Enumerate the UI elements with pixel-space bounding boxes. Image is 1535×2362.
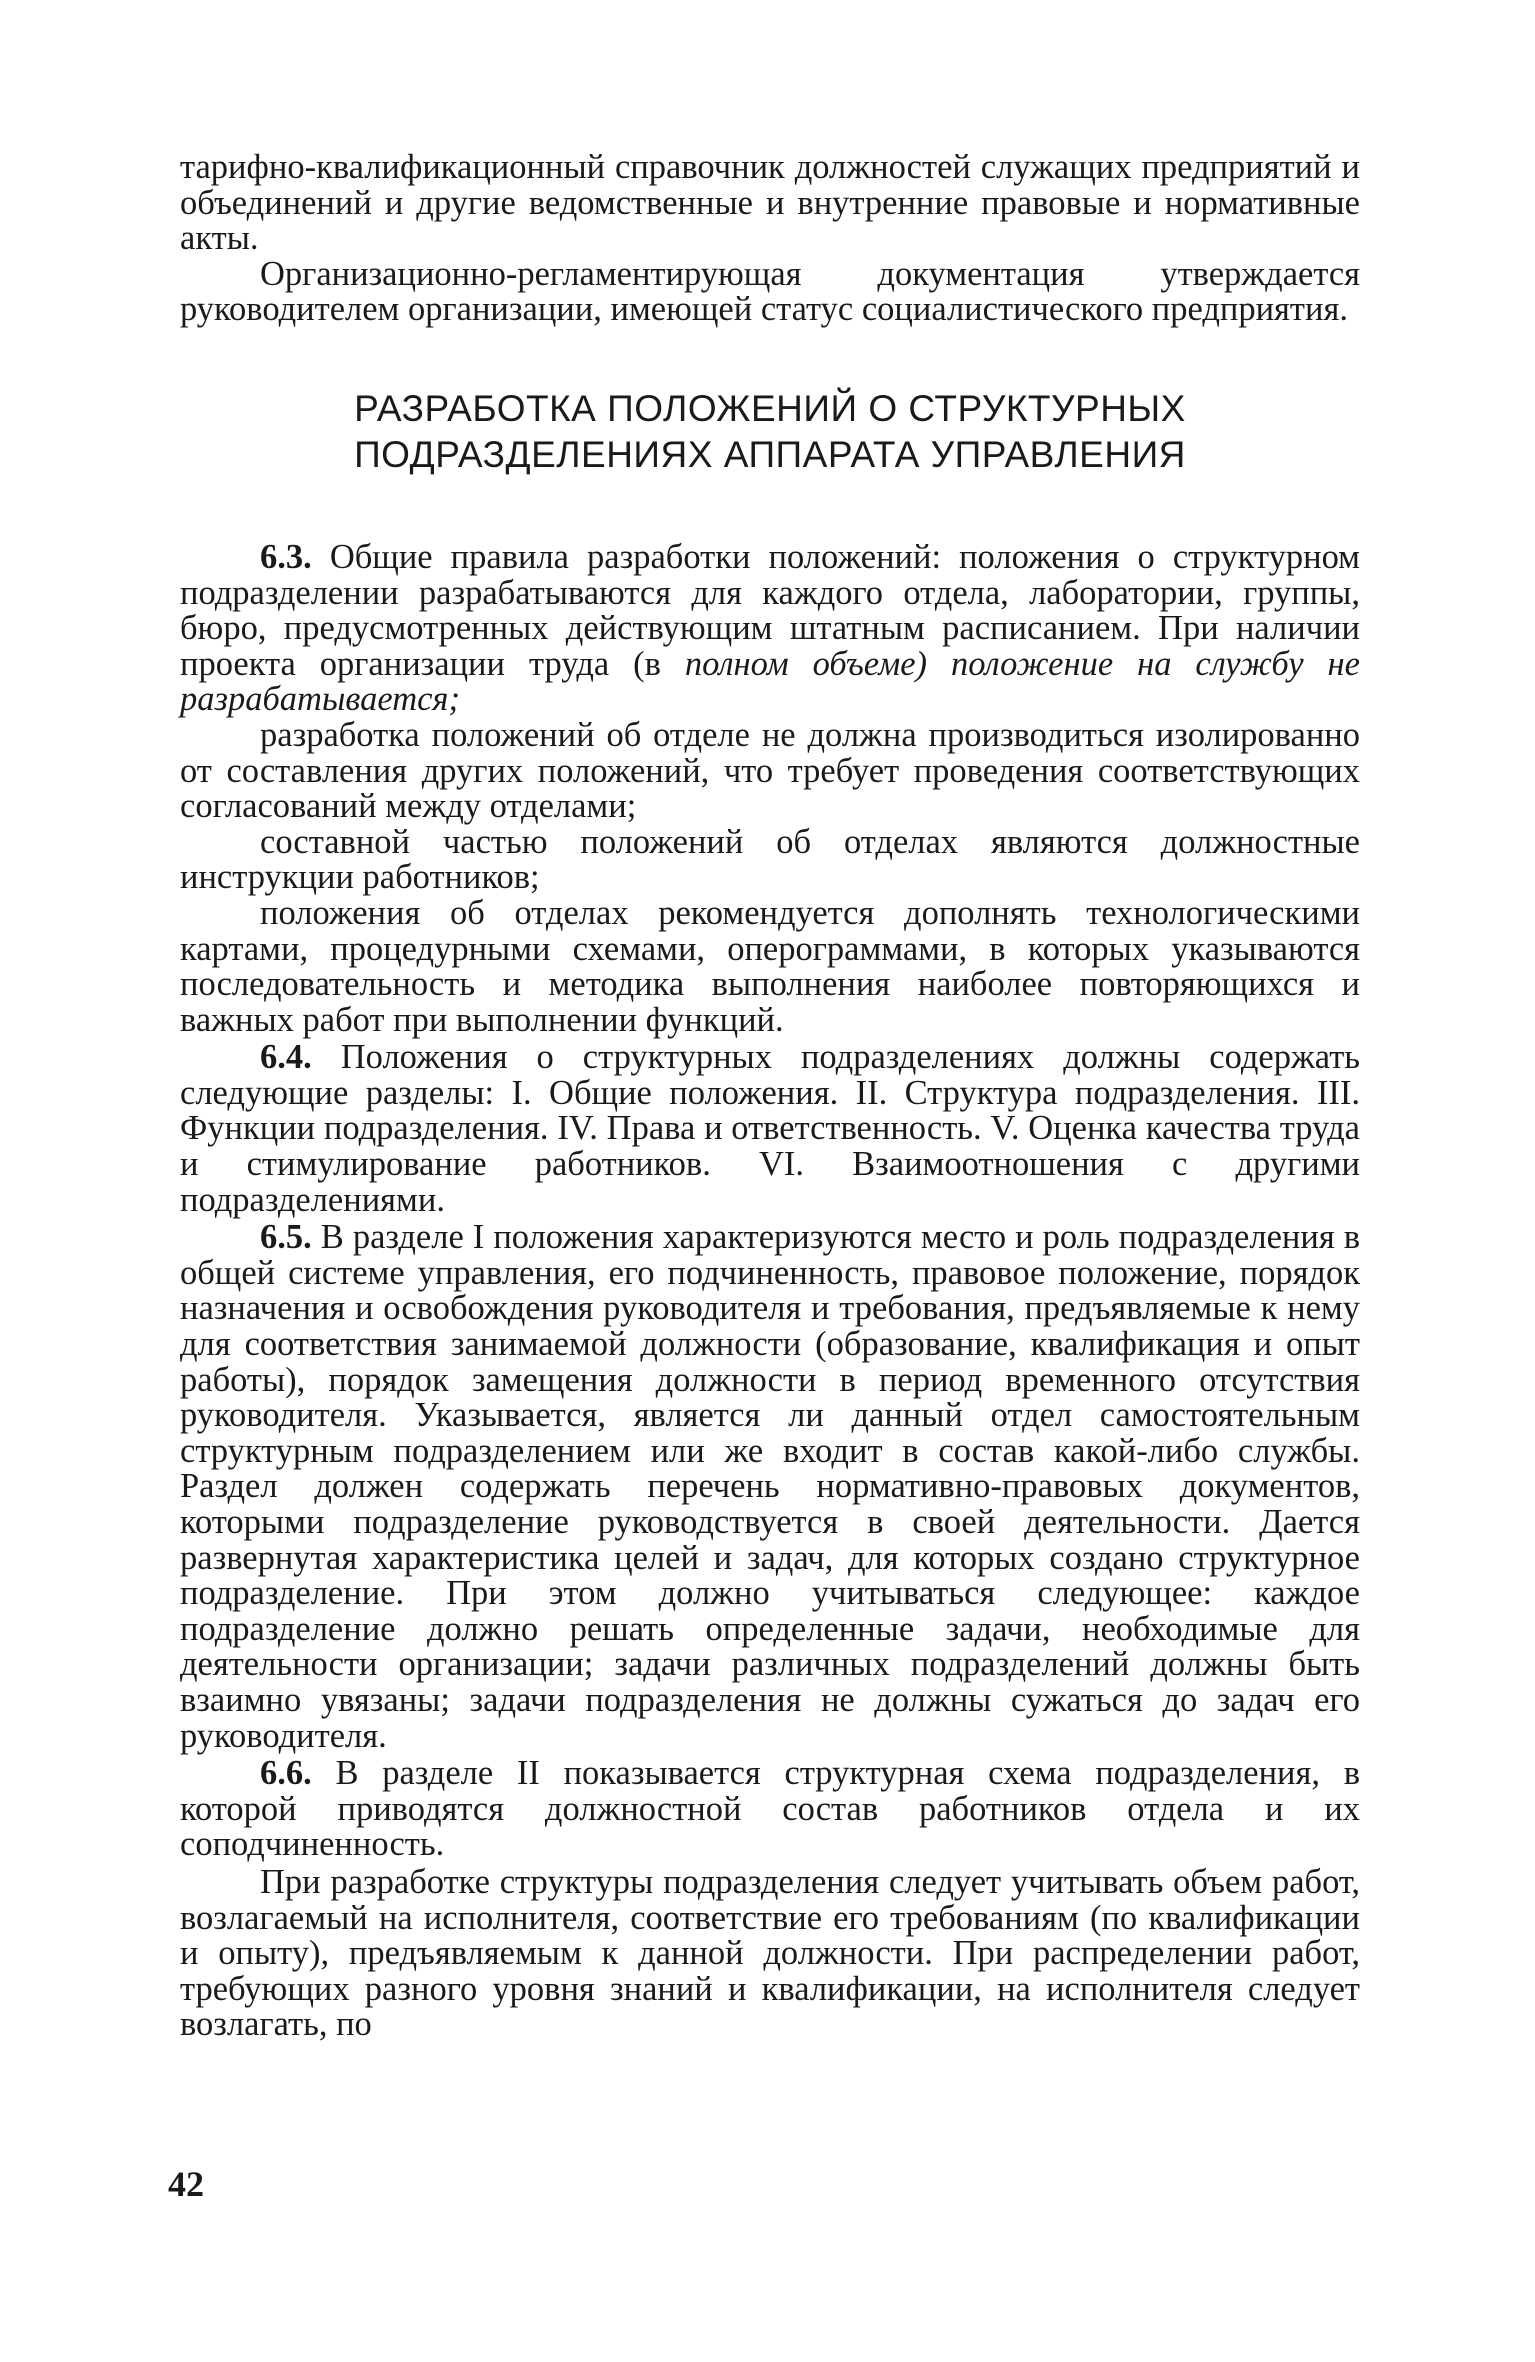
paragraph-6-3-item-3: положения об отделах рекомендуется дополнять технологическими картами, процедурными схемами, оперограммами, в которых указываются последовательность и методика выполнения наиболее повторяющихся и важных работ при выполнении функций. xyxy=(180,893,1360,1039)
intro-paragraph-1: тарифно-квалификационный справочник должностей служащих предприятий и объединений и другие ведомственные и внутренние правовые и нормативные акты. xyxy=(180,148,1360,258)
paragraph-6-3-text: Общие правила разработки положений: положения о структурном подразделении разрабатываются для каждого отдела, лаборатории, группы, бюро, предусмотренных действующим штатным расписанием. При наличии проекта организации труда (в xyxy=(180,537,1360,683)
paragraph-6-3-number: 6.3. xyxy=(260,537,312,576)
paragraph-6-4-number: 6.4. xyxy=(260,1038,312,1077)
document-page xyxy=(180,150,1360,2300)
intro-paragraph-2: Организационно-регламентирующая документация утверждается руководителем организации, имеющей статус социалистического предприятия. xyxy=(180,254,1360,329)
paragraph-6-5 xyxy=(180,1220,1360,1754)
paragraph-6-3-italic: полном объеме) положение на службу не разрабатывается; xyxy=(180,644,1360,719)
paragraph-6-6-number: 6.6. xyxy=(260,1754,312,1793)
section-heading xyxy=(180,386,1360,478)
paragraph-6-5-number: 6.5. xyxy=(260,1218,312,1257)
paragraph-6-6-text: В разделе II показывается структурная схема подразделения, в которой приводятся должностной состав работников отдела и их соподчиненность. xyxy=(180,1754,1360,1864)
paragraph-6-3 xyxy=(180,537,1360,719)
paragraph-6-3-item-2: составной частью положений об отделах являются должностные инструкции работников; xyxy=(180,822,1360,897)
paragraph-6-5-text: В разделе I положения характеризуются место и роль подразделения в общей системе управления, его подчиненность, правовое положение, порядок назначения и освобождения руководителя и требования, предъявляемые к нему для соответствия занимаемой должности (образование, квалификация и опыт работы), порядок замещения должности в период временного отсутствия руководителя. Указывается, является ли данный отдел самостоятельным структурным подразделением или же входит в состав какой-либо службы. Раздел должен содержать перечень нормативно-правовых документов, которыми подразделение руководствуется в своей деятельности. Дается развернутая характеристика целей и задач, для которых создано структурное подразделение. При этом должно учитываться следующее: каждое подразделение должно решать определенные задачи, необходимые для деятельности организации; задачи различных подразделений должны быть взаимно увязаны; задачи подразделения не должны сужаться до задач его руководителя. xyxy=(180,1218,1361,1755)
paragraph-6-4-text: Положения о структурных подразделениях должны содержать следующие разделы: I. Общие положения. II. Структура подразделения. III. Функции подразделения. IV. Права и ответственность. V. Оценка качества труда и стимулирование работников. VI. Взаимоотношения с другими подразделениями. xyxy=(180,1038,1361,1219)
paragraph-6-6-continued: При разработке структуры подразделения следует учитывать объем работ, возлагаемый на исполнителя, соответствие его требованиям (по квалификации и опыту), предъявляемым к данной должности. При распределении работ, требующих разного уровня знаний и квалификации, на исполнителя следует возлагать, по xyxy=(180,1862,1360,2044)
section-heading-line-1: РАЗРАБОТКА ПОЛОЖЕНИЙ О СТРУКТУРНЫХ xyxy=(354,387,1186,429)
paragraph-6-6 xyxy=(180,1756,1360,1863)
page-number: 42 xyxy=(168,2164,204,2204)
paragraph-6-3-item-1: разработка положений об отделе не должна производиться изолированно от составления других положений, что требует проведения соответствующих согласований между отделами; xyxy=(180,715,1360,826)
paragraph-6-4 xyxy=(180,1040,1360,1218)
section-heading-line-2: ПОДРАЗДЕЛЕНИЯХ АППАРАТА УПРАВЛЕНИЯ xyxy=(354,433,1186,475)
